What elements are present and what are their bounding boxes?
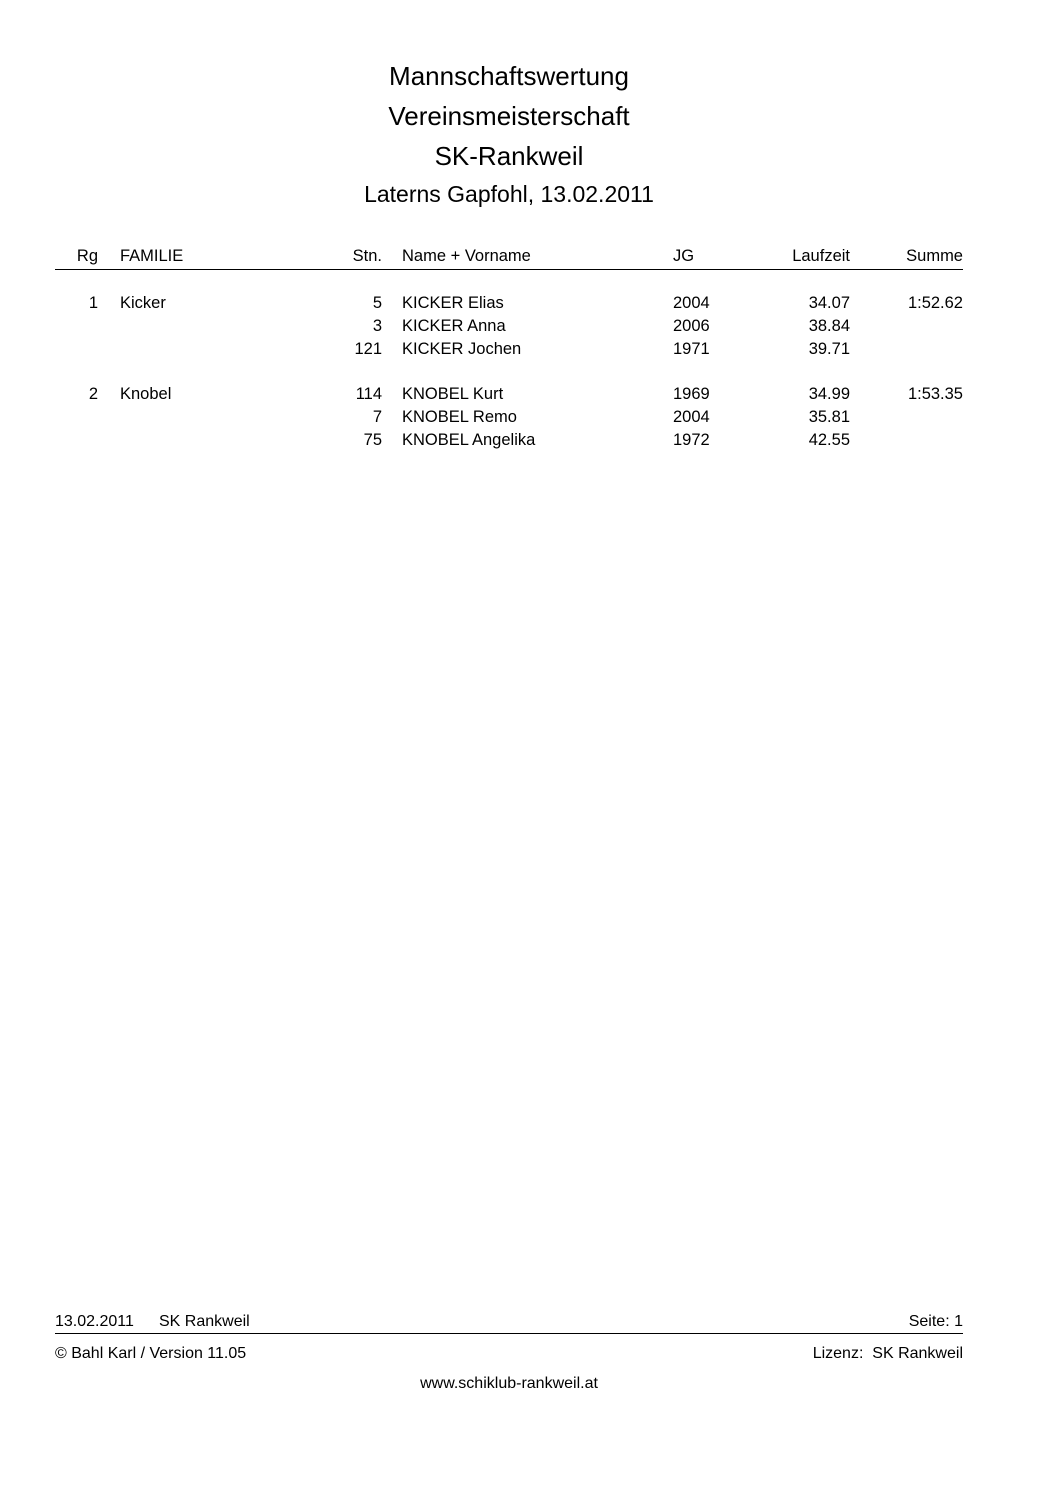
table-row [55,429,963,452]
start-number: 114 [355,385,382,403]
header-stn: Stn. [352,247,382,265]
start-number: 75 [363,431,382,449]
team-group [55,383,963,474]
footer-date: 13.02.2011 [55,1313,134,1330]
title-mannschaftswertung: Mannschaftswertung [389,61,629,91]
table-row [55,338,963,361]
birth-year: 2006 [673,317,710,335]
footer-copyright: © Bahl Karl / Version 11.05 [55,1345,247,1362]
header-rg: Rg [76,247,98,265]
title-vereinsmeisterschaft: Vereinsmeisterschaft [388,101,630,131]
table-row [55,406,963,429]
birth-year: 1971 [673,340,710,358]
start-number: 7 [372,408,382,426]
team-group [55,292,963,383]
racer-name: KICKER Anna [402,317,506,335]
run-time: 42.55 [808,431,850,449]
team-family: Knobel [120,385,172,403]
run-time: 34.99 [808,385,850,403]
document-title-block [0,56,1018,212]
table-row [55,292,963,315]
footer-license: Lizenz: SK Rankweil [812,1345,963,1362]
birth-year: 1972 [673,431,710,449]
run-time: 34.07 [808,294,850,312]
birth-year: 2004 [673,408,710,426]
table-header [55,245,963,270]
racer-name: KNOBEL Kurt [402,385,504,403]
header-laufzeit: Laufzeit [792,247,850,265]
footer-page-number: Seite: 1 [908,1313,963,1330]
footer-bottom-line [55,1343,963,1366]
team-rank: 2 [88,385,98,403]
start-number: 121 [354,340,382,358]
racer-name: KICKER Elias [402,294,504,312]
racer-name: KICKER Jochen [402,340,522,358]
footer-club: SK Rankweil [159,1313,250,1330]
birth-year: 1969 [673,385,710,403]
team-rank: 1 [88,294,98,312]
birth-year: 2004 [673,294,710,312]
racer-name: KNOBEL Angelika [402,431,536,449]
start-number: 5 [372,294,382,312]
header-summe: Summe [906,247,963,265]
header-familie: FAMILIE [120,247,184,265]
team-sum: 1:53.35 [907,385,963,403]
run-time: 38.84 [808,317,850,335]
results-table [55,292,963,474]
run-time: 35.81 [808,408,850,426]
title-club: SK-Rankweil [434,141,584,171]
footer-website: www.schiklub-rankweil.at [420,1375,598,1392]
event-location-date: Laterns Gapfohl, 13.02.2011 [364,181,654,207]
run-time: 39.71 [808,340,850,358]
start-number: 3 [372,317,382,335]
racer-name: KNOBEL Remo [402,408,517,426]
table-row [55,315,963,338]
footer-top-line [55,1311,963,1334]
team-sum: 1:52.62 [907,294,963,312]
header-jg: JG [673,247,695,265]
header-name: Name + Vorname [402,247,531,265]
table-row [55,383,963,406]
team-family: Kicker [120,294,166,312]
